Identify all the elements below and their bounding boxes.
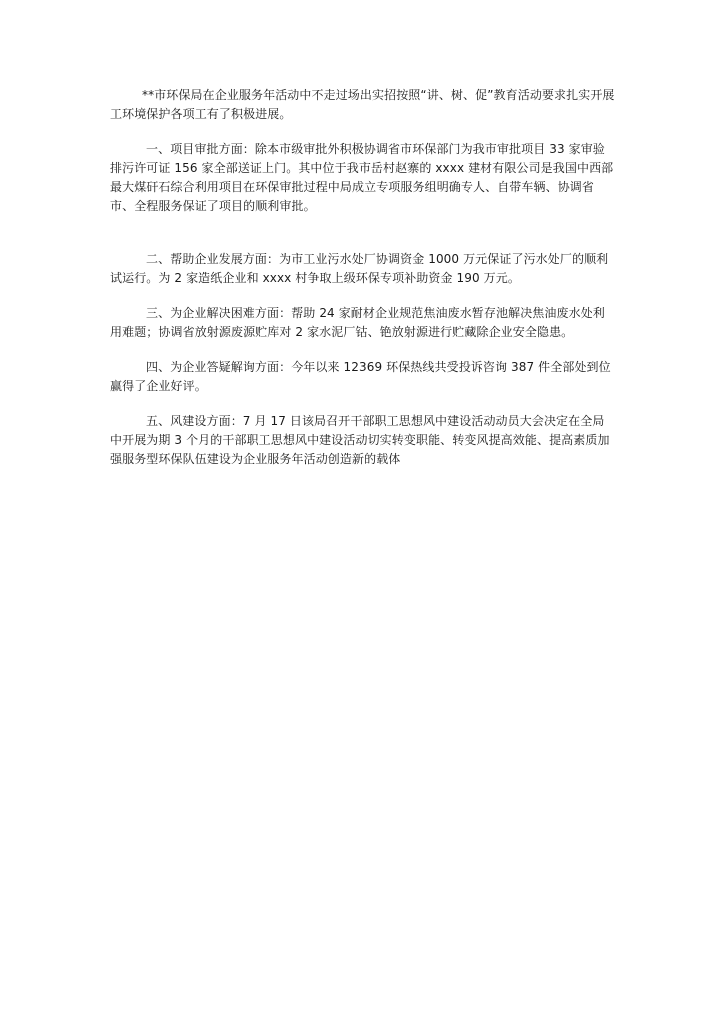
document-body: [110, 86, 615, 469]
problem-solving-paragraph: 三、为企业解决困难方面：帮助 24 家耐材企业规范焦油废水暂存池解决焦油废水处利用难题；协调省放射源废源贮库对 2 家水泥厂钴、铯放射源进行贮藏除企业安全隐患。: [110, 306, 605, 339]
consultation-paragraph: 四、为企业答疑解询方面：今年以来 12369 环保热线共受投诉咨询 387 件全部处到位赢得了企业好评。: [110, 360, 611, 393]
paragraph-spacer: [110, 124, 615, 140]
enterprise-development-paragraph: 二、帮助企业发展方面：为市工业污水处厂协调资金 1000 万元保证了污水处厂的顺利试运行。为 2 家造纸企业和 xxxx 村争取上级环保专项补助资金 190 万元。: [110, 252, 609, 285]
intro-paragraph: **市环保局在企业服务年活动中不走过场出实招按照“讲、树、促”教育活动要求扎实开展工环境保护各项工有了积极进展。: [110, 88, 615, 121]
paragraph-spacer: [110, 288, 615, 304]
paragraph-spacer: [110, 396, 615, 412]
project-approval-paragraph: 一、项目审批方面：除本市级审批外积极协调省市环保部门为我市审批项目 33 家审验排污许可证 156 家全部送证上门。其中位于我市岳村赵寨的 xxxx 建材有限公司是我国中西部最大煤矸石综合利用项目在环保审批过程中局成立专项服务组明确专人、自带车辆、协调省市、全程服务保证了项目的顺利审批。: [110, 142, 614, 213]
style-building-paragraph: 五、风建设方面：7 月 17 日该局召开干部职工思想风中建设活动动员大会决定在全局中开展为期 3 个月的干部职工思想风中建设活动切实转变职能、转变风提高效能、提高素质加强服务型环保队伍建设为企业服务年活动创造新的载体: [110, 414, 610, 466]
paragraph-spacer: [110, 216, 615, 250]
paragraph-spacer: [110, 342, 615, 358]
